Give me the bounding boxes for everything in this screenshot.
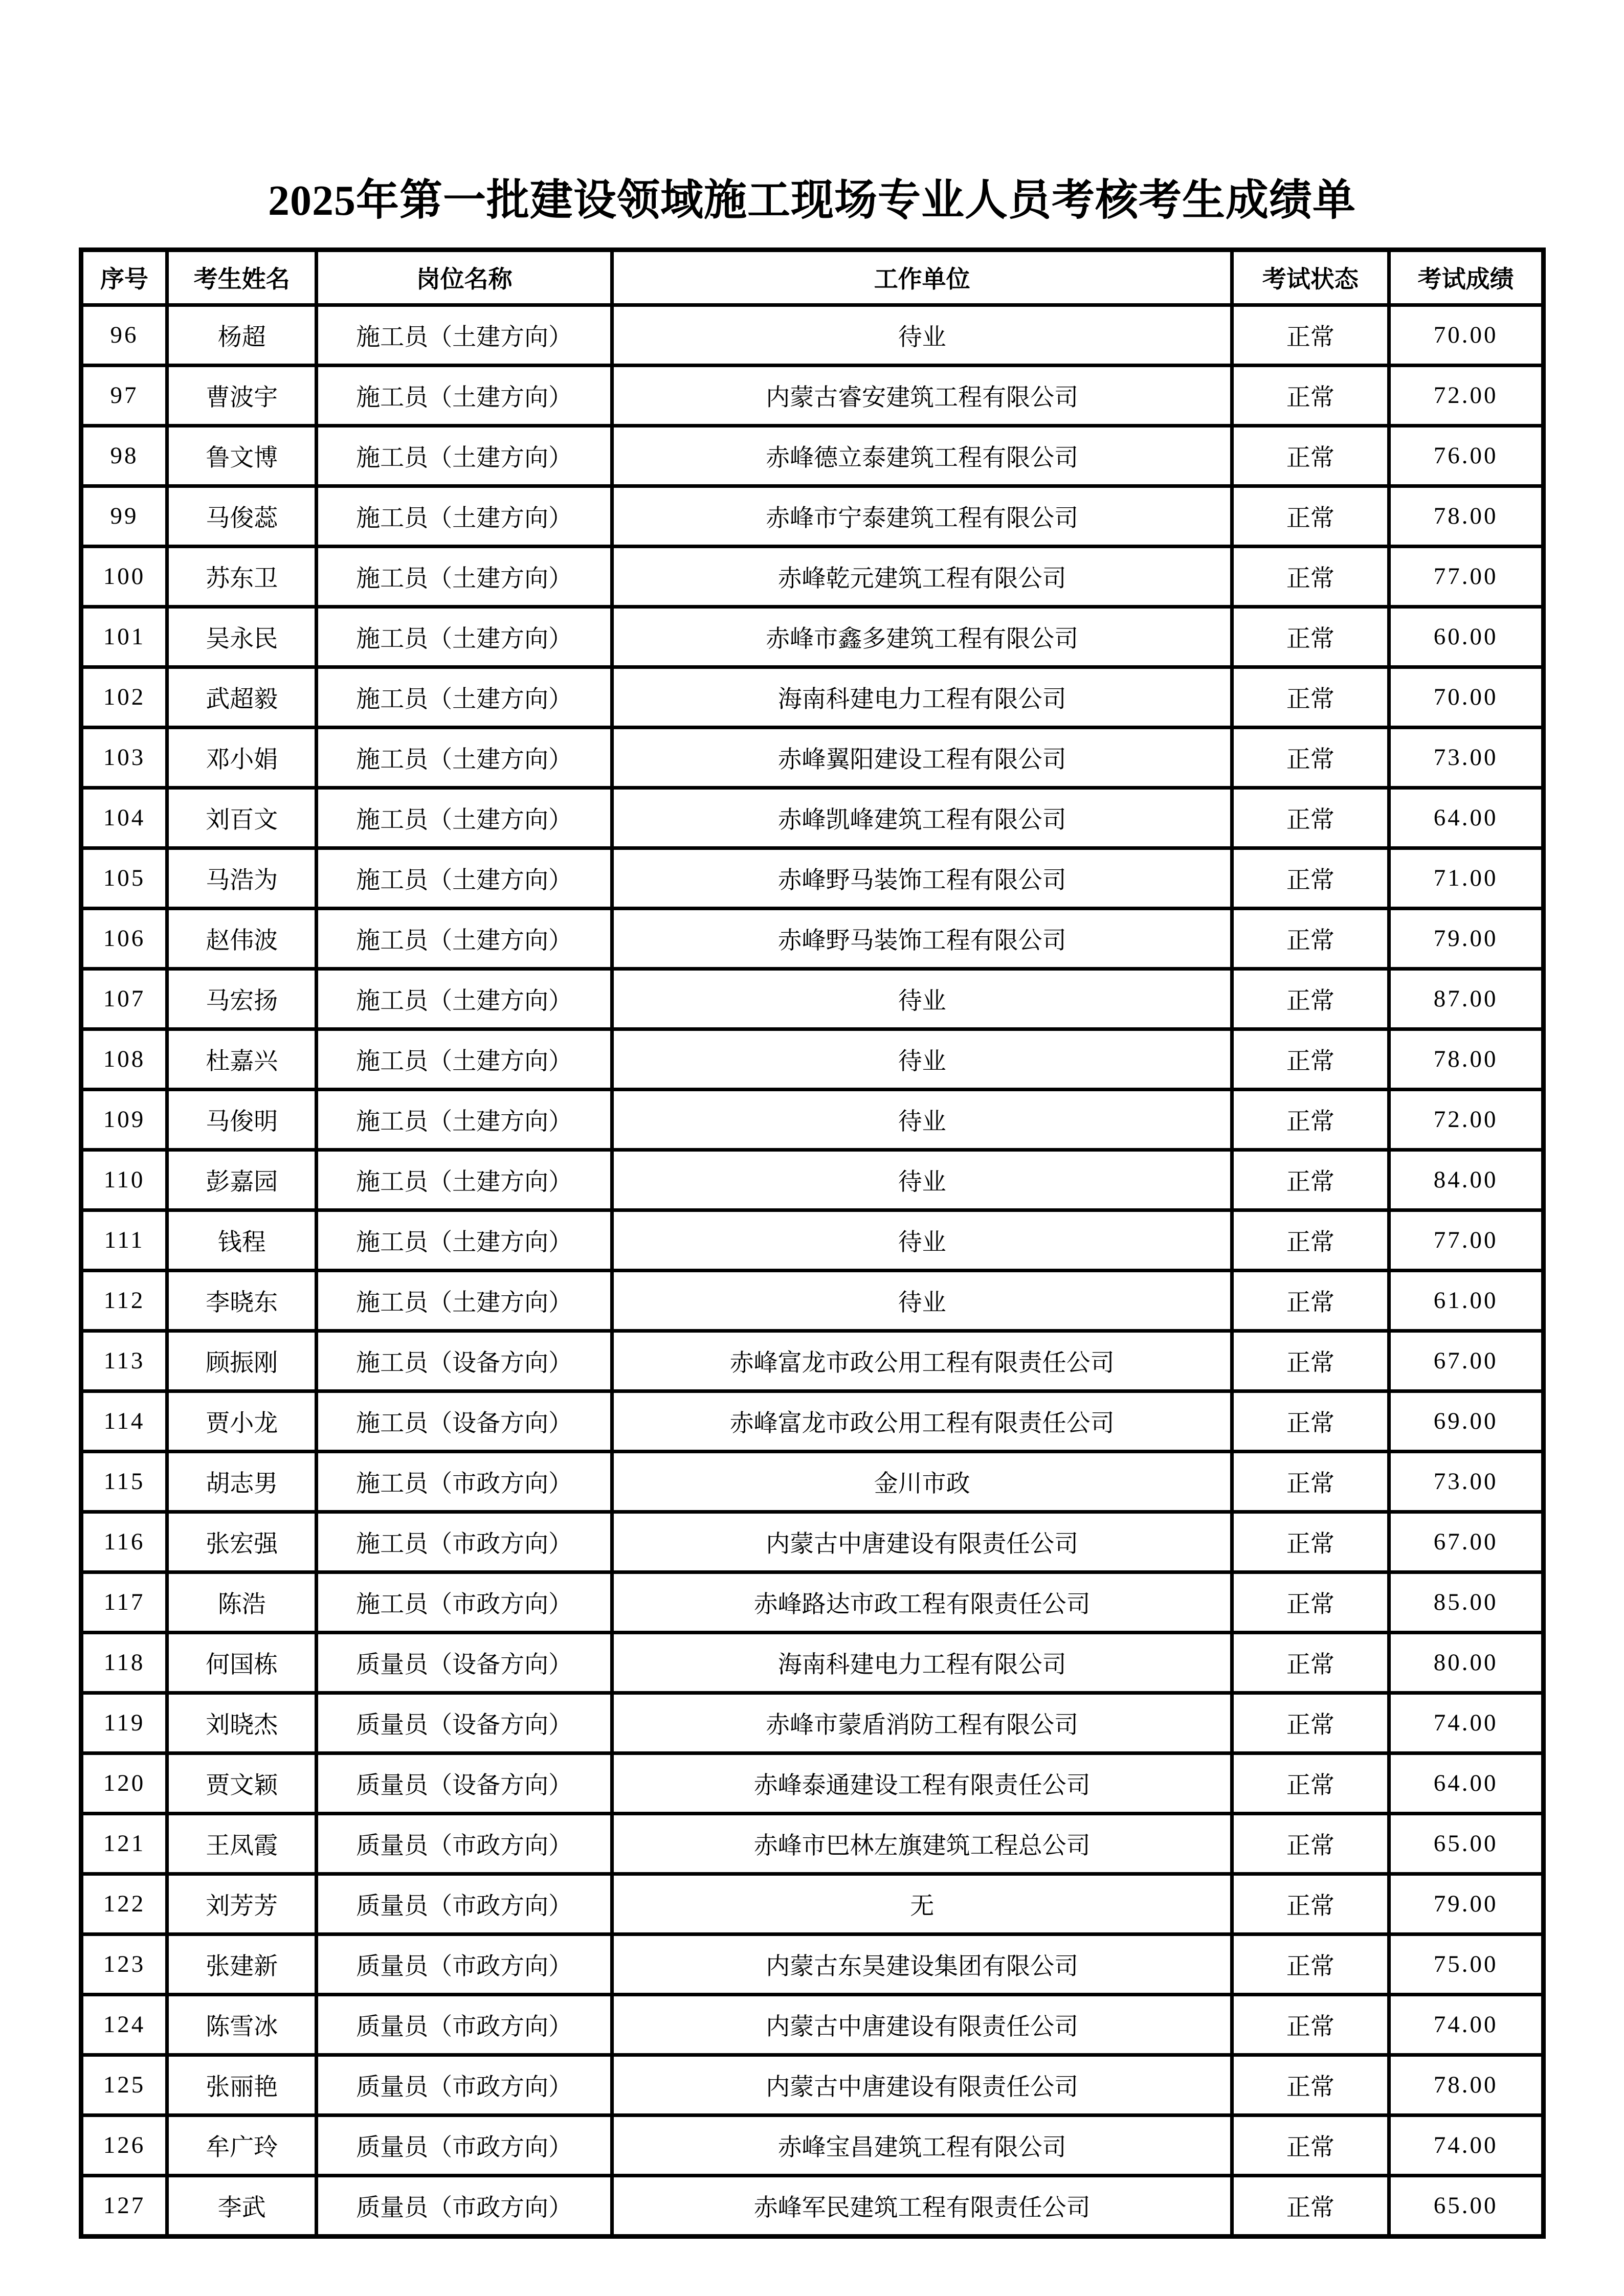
cell-exam-status: 正常: [1232, 848, 1389, 908]
cell-exam-status: 正常: [1232, 546, 1389, 606]
cell-no: 105: [81, 848, 167, 908]
cell-no: 106: [81, 908, 167, 969]
cell-no: 104: [81, 787, 167, 848]
column-header-no: 序号: [81, 250, 167, 305]
cell-position: 施工员（土建方向）: [317, 305, 612, 365]
cell-no: 99: [81, 486, 167, 546]
cell-no: 97: [81, 365, 167, 425]
cell-position: 质量员（设备方向）: [317, 1693, 612, 1753]
score-table-body: [81, 305, 1543, 2236]
table-row: [81, 1994, 1543, 2055]
cell-work-unit: 待业: [612, 305, 1232, 365]
cell-position: 质量员（设备方向）: [317, 1632, 612, 1693]
table-row: [81, 425, 1543, 486]
cell-position: 施工员（土建方向）: [317, 1210, 612, 1270]
cell-exam-score: 61.00: [1389, 1270, 1543, 1331]
cell-no: 122: [81, 1874, 167, 1934]
cell-position: 施工员（市政方向）: [317, 1572, 612, 1632]
cell-work-unit: 内蒙古中唐建设有限责任公司: [612, 1512, 1232, 1572]
table-row: [81, 787, 1543, 848]
cell-position: 质量员（设备方向）: [317, 1753, 612, 1813]
table-row: [81, 305, 1543, 365]
cell-exam-score: 77.00: [1389, 546, 1543, 606]
header-row: [81, 250, 1543, 305]
cell-no: 110: [81, 1150, 167, 1210]
column-header-exam-score: 考试成绩: [1389, 250, 1543, 305]
cell-exam-score: 70.00: [1389, 667, 1543, 727]
cell-work-unit: 赤峰野马装饰工程有限公司: [612, 908, 1232, 969]
cell-work-unit: 待业: [612, 1270, 1232, 1331]
cell-position: 质量员（市政方向）: [317, 2055, 612, 2115]
cell-exam-status: 正常: [1232, 2115, 1389, 2175]
table-row: [81, 848, 1543, 908]
cell-position: 施工员（土建方向）: [317, 908, 612, 969]
cell-position: 质量员（市政方向）: [317, 1874, 612, 1934]
cell-position: 施工员（市政方向）: [317, 1451, 612, 1512]
cell-work-unit: 赤峰德立泰建筑工程有限公司: [612, 425, 1232, 486]
cell-exam-score: 69.00: [1389, 1391, 1543, 1451]
cell-exam-status: 正常: [1232, 305, 1389, 365]
cell-position: 质量员（市政方向）: [317, 2175, 612, 2236]
table-row: [81, 727, 1543, 787]
cell-exam-score: 74.00: [1389, 1693, 1543, 1753]
cell-exam-status: 正常: [1232, 1331, 1389, 1391]
table-row: [81, 2055, 1543, 2115]
table-row: [81, 1270, 1543, 1331]
cell-exam-status: 正常: [1232, 1512, 1389, 1572]
cell-name: 邓小娟: [167, 727, 317, 787]
cell-exam-score: 71.00: [1389, 848, 1543, 908]
cell-no: 118: [81, 1632, 167, 1693]
table-row: [81, 908, 1543, 969]
cell-position: 质量员（市政方向）: [317, 1934, 612, 1994]
cell-name: 贾小龙: [167, 1391, 317, 1451]
cell-name: 张宏强: [167, 1512, 317, 1572]
cell-no: 119: [81, 1693, 167, 1753]
cell-name: 马俊明: [167, 1089, 317, 1150]
cell-exam-score: 72.00: [1389, 1089, 1543, 1150]
cell-name: 张建新: [167, 1934, 317, 1994]
cell-position: 施工员（土建方向）: [317, 365, 612, 425]
cell-work-unit: 赤峰宝昌建筑工程有限公司: [612, 2115, 1232, 2175]
cell-work-unit: 待业: [612, 1150, 1232, 1210]
cell-work-unit: 赤峰市蒙盾消防工程有限公司: [612, 1693, 1232, 1753]
table-row: [81, 1451, 1543, 1512]
cell-exam-score: 84.00: [1389, 1150, 1543, 1210]
cell-exam-score: 74.00: [1389, 2115, 1543, 2175]
cell-no: 96: [81, 305, 167, 365]
column-header-name: 考生姓名: [167, 250, 317, 305]
cell-work-unit: 海南科建电力工程有限公司: [612, 667, 1232, 727]
cell-exam-score: 76.00: [1389, 425, 1543, 486]
cell-name: 彭嘉园: [167, 1150, 317, 1210]
table-row: [81, 365, 1543, 425]
cell-work-unit: 无: [612, 1874, 1232, 1934]
cell-name: 刘芳芳: [167, 1874, 317, 1934]
cell-position: 施工员（土建方向）: [317, 969, 612, 1029]
cell-work-unit: 赤峰市宁泰建筑工程有限公司: [612, 486, 1232, 546]
cell-work-unit: 待业: [612, 1029, 1232, 1089]
cell-exam-status: 正常: [1232, 486, 1389, 546]
cell-name: 吴永民: [167, 606, 317, 667]
score-table: [79, 247, 1546, 2239]
cell-name: 陈浩: [167, 1572, 317, 1632]
cell-exam-status: 正常: [1232, 727, 1389, 787]
cell-no: 113: [81, 1331, 167, 1391]
cell-name: 王凤霞: [167, 1813, 317, 1874]
cell-position: 施工员（土建方向）: [317, 546, 612, 606]
cell-position: 质量员（市政方向）: [317, 1994, 612, 2055]
cell-exam-status: 正常: [1232, 2175, 1389, 2236]
cell-position: 施工员（土建方向）: [317, 1029, 612, 1089]
cell-name: 杨超: [167, 305, 317, 365]
cell-no: 107: [81, 969, 167, 1029]
cell-exam-score: 78.00: [1389, 2055, 1543, 2115]
cell-exam-score: 73.00: [1389, 727, 1543, 787]
cell-work-unit: 金川市政: [612, 1451, 1232, 1512]
cell-exam-status: 正常: [1232, 1572, 1389, 1632]
cell-exam-status: 正常: [1232, 1089, 1389, 1150]
cell-position: 施工员（土建方向）: [317, 425, 612, 486]
table-row: [81, 1934, 1543, 1994]
table-row: [81, 2115, 1543, 2175]
cell-work-unit: 内蒙古东昊建设集团有限公司: [612, 1934, 1232, 1994]
cell-exam-score: 73.00: [1389, 1451, 1543, 1512]
cell-work-unit: 内蒙古中唐建设有限责任公司: [612, 2055, 1232, 2115]
cell-exam-status: 正常: [1232, 1210, 1389, 1270]
cell-work-unit: 赤峰富龙市政公用工程有限责任公司: [612, 1331, 1232, 1391]
cell-exam-score: 78.00: [1389, 1029, 1543, 1089]
cell-work-unit: 赤峰凯峰建筑工程有限公司: [612, 787, 1232, 848]
cell-exam-status: 正常: [1232, 969, 1389, 1029]
cell-position: 施工员（土建方向）: [317, 1089, 612, 1150]
cell-exam-status: 正常: [1232, 1753, 1389, 1813]
table-row: [81, 667, 1543, 727]
cell-position: 施工员（土建方向）: [317, 606, 612, 667]
cell-exam-status: 正常: [1232, 1934, 1389, 1994]
cell-name: 胡志男: [167, 1451, 317, 1512]
cell-exam-score: 67.00: [1389, 1331, 1543, 1391]
cell-exam-status: 正常: [1232, 1150, 1389, 1210]
cell-position: 施工员（土建方向）: [317, 727, 612, 787]
cell-work-unit: 赤峰路达市政工程有限责任公司: [612, 1572, 1232, 1632]
cell-exam-score: 70.00: [1389, 305, 1543, 365]
cell-name: 马宏扬: [167, 969, 317, 1029]
cell-exam-status: 正常: [1232, 1874, 1389, 1934]
cell-position: 施工员（市政方向）: [317, 1512, 612, 1572]
cell-name: 钱程: [167, 1210, 317, 1270]
cell-exam-score: 60.00: [1389, 606, 1543, 667]
cell-no: 123: [81, 1934, 167, 1994]
cell-exam-score: 80.00: [1389, 1632, 1543, 1693]
table-row: [81, 1813, 1543, 1874]
table-row: [81, 1391, 1543, 1451]
table-row: [81, 1331, 1543, 1391]
cell-exam-status: 正常: [1232, 1029, 1389, 1089]
cell-work-unit: 赤峰富龙市政公用工程有限责任公司: [612, 1391, 1232, 1451]
cell-exam-status: 正常: [1232, 2055, 1389, 2115]
cell-no: 111: [81, 1210, 167, 1270]
table-row: [81, 1753, 1543, 1813]
cell-name: 陈雪冰: [167, 1994, 317, 2055]
cell-position: 施工员（土建方向）: [317, 1270, 612, 1331]
table-row: [81, 546, 1543, 606]
cell-position: 质量员（市政方向）: [317, 2115, 612, 2175]
cell-name: 杜嘉兴: [167, 1029, 317, 1089]
cell-no: 103: [81, 727, 167, 787]
cell-exam-status: 正常: [1232, 1270, 1389, 1331]
cell-work-unit: 内蒙古睿安建筑工程有限公司: [612, 365, 1232, 425]
cell-work-unit: 赤峰翼阳建设工程有限公司: [612, 727, 1232, 787]
cell-exam-status: 正常: [1232, 1632, 1389, 1693]
cell-position: 施工员（土建方向）: [317, 486, 612, 546]
cell-no: 98: [81, 425, 167, 486]
cell-exam-status: 正常: [1232, 365, 1389, 425]
cell-exam-status: 正常: [1232, 1813, 1389, 1874]
cell-exam-score: 78.00: [1389, 486, 1543, 546]
cell-name: 顾振刚: [167, 1331, 317, 1391]
cell-no: 116: [81, 1512, 167, 1572]
cell-name: 鲁文博: [167, 425, 317, 486]
cell-work-unit: 待业: [612, 969, 1232, 1029]
table-row: [81, 1512, 1543, 1572]
cell-work-unit: 赤峰泰通建设工程有限责任公司: [612, 1753, 1232, 1813]
page-title: 2025年第一批建设领域施工现场专业人员考核考生成绩单: [268, 177, 1356, 224]
cell-name: 李晓东: [167, 1270, 317, 1331]
cell-exam-status: 正常: [1232, 1693, 1389, 1753]
cell-position: 施工员（设备方向）: [317, 1391, 612, 1451]
table-row: [81, 1150, 1543, 1210]
cell-work-unit: 赤峰军民建筑工程有限责任公司: [612, 2175, 1232, 2236]
cell-work-unit: 赤峰野马装饰工程有限公司: [612, 848, 1232, 908]
cell-work-unit: 赤峰市鑫多建筑工程有限公司: [612, 606, 1232, 667]
cell-name: 武超毅: [167, 667, 317, 727]
cell-name: 马浩为: [167, 848, 317, 908]
cell-exam-score: 85.00: [1389, 1572, 1543, 1632]
table-row: [81, 2175, 1543, 2236]
cell-exam-score: 72.00: [1389, 365, 1543, 425]
cell-no: 109: [81, 1089, 167, 1150]
cell-no: 127: [81, 2175, 167, 2236]
cell-no: 125: [81, 2055, 167, 2115]
cell-name: 牟广玲: [167, 2115, 317, 2175]
table-row: [81, 969, 1543, 1029]
cell-exam-score: 65.00: [1389, 2175, 1543, 2236]
cell-name: 马俊蕊: [167, 486, 317, 546]
cell-work-unit: 待业: [612, 1089, 1232, 1150]
cell-no: 121: [81, 1813, 167, 1874]
cell-no: 108: [81, 1029, 167, 1089]
cell-exam-score: 65.00: [1389, 1813, 1543, 1874]
cell-name: 李武: [167, 2175, 317, 2236]
cell-no: 100: [81, 546, 167, 606]
cell-exam-score: 64.00: [1389, 787, 1543, 848]
cell-name: 张丽艳: [167, 2055, 317, 2115]
cell-exam-status: 正常: [1232, 606, 1389, 667]
cell-no: 117: [81, 1572, 167, 1632]
cell-position: 质量员（市政方向）: [317, 1813, 612, 1874]
cell-exam-score: 79.00: [1389, 1874, 1543, 1934]
cell-name: 刘百文: [167, 787, 317, 848]
cell-name: 何国栋: [167, 1632, 317, 1693]
cell-work-unit: 赤峰市巴林左旗建筑工程总公司: [612, 1813, 1232, 1874]
cell-name: 贾文颖: [167, 1753, 317, 1813]
cell-no: 126: [81, 2115, 167, 2175]
cell-position: 施工员（设备方向）: [317, 1331, 612, 1391]
table-row: [81, 1210, 1543, 1270]
cell-exam-status: 正常: [1232, 425, 1389, 486]
cell-exam-score: 75.00: [1389, 1934, 1543, 1994]
cell-exam-status: 正常: [1232, 908, 1389, 969]
cell-no: 114: [81, 1391, 167, 1451]
cell-work-unit: 内蒙古中唐建设有限责任公司: [612, 1994, 1232, 2055]
table-row: [81, 606, 1543, 667]
cell-name: 赵伟波: [167, 908, 317, 969]
cell-no: 102: [81, 667, 167, 727]
cell-work-unit: 赤峰乾元建筑工程有限公司: [612, 546, 1232, 606]
cell-name: 刘晓杰: [167, 1693, 317, 1753]
cell-exam-status: 正常: [1232, 1391, 1389, 1451]
column-header-exam-status: 考试状态: [1232, 250, 1389, 305]
cell-exam-status: 正常: [1232, 1994, 1389, 2055]
cell-name: 曹波宇: [167, 365, 317, 425]
table-row: [81, 1089, 1543, 1150]
column-header-position: 岗位名称: [317, 250, 612, 305]
cell-exam-score: 64.00: [1389, 1753, 1543, 1813]
table-row: [81, 1572, 1543, 1632]
cell-no: 115: [81, 1451, 167, 1512]
cell-exam-score: 77.00: [1389, 1210, 1543, 1270]
table-row: [81, 1632, 1543, 1693]
cell-position: 施工员（土建方向）: [317, 848, 612, 908]
table-row: [81, 1029, 1543, 1089]
cell-exam-score: 74.00: [1389, 1994, 1543, 2055]
cell-position: 施工员（土建方向）: [317, 787, 612, 848]
table-row: [81, 486, 1543, 546]
cell-work-unit: 海南科建电力工程有限公司: [612, 1632, 1232, 1693]
cell-exam-status: 正常: [1232, 787, 1389, 848]
cell-position: 施工员（土建方向）: [317, 1150, 612, 1210]
cell-exam-status: 正常: [1232, 1451, 1389, 1512]
table-row: [81, 1874, 1543, 1934]
cell-exam-score: 67.00: [1389, 1512, 1543, 1572]
cell-no: 120: [81, 1753, 167, 1813]
cell-no: 112: [81, 1270, 167, 1331]
score-table-header: [81, 250, 1543, 305]
cell-name: 苏东卫: [167, 546, 317, 606]
cell-exam-score: 79.00: [1389, 908, 1543, 969]
cell-no: 124: [81, 1994, 167, 2055]
column-header-work-unit: 工作单位: [612, 250, 1232, 305]
cell-position: 施工员（土建方向）: [317, 667, 612, 727]
cell-work-unit: 待业: [612, 1210, 1232, 1270]
table-row: [81, 1693, 1543, 1753]
cell-exam-status: 正常: [1232, 667, 1389, 727]
cell-no: 101: [81, 606, 167, 667]
cell-exam-score: 87.00: [1389, 969, 1543, 1029]
